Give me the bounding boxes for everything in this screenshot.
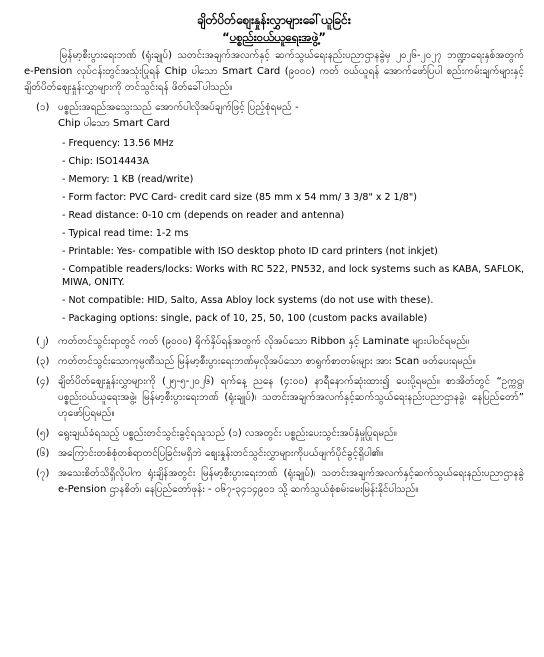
spec-memory: - Memory: 1 KB (read/write) bbox=[62, 174, 194, 185]
spec-packaging: - Packaging options: single, pack of 10, 25, 50, 100 (custom packs available) bbox=[62, 313, 428, 324]
subtitle-text: ပစ္စည်းဝယ်ယူရေးအဖွဲ့ bbox=[229, 30, 319, 44]
spec-read-distance: - Read distance: 0-10 cm (depends on reader and antenna) bbox=[62, 210, 345, 221]
item-text: ရွေးချယ်ခံရသည့် ပစ္စည်းတင်သွင်းခွင့်ရသူသည် (၁) လအတွင်း ပစ္စည်းပေးသွင်းအပ်နှံမှုပြုရမည်။ bbox=[58, 428, 397, 439]
spec-printable: - Printable: Yes- compatible with ISO desktop photo ID card printers (not inkjet) bbox=[62, 246, 438, 257]
item-text: အသေးစိတ်သိရှိလိုပါက ရုံးချိန်အတွင်း မြန်မာ့စီးပွားရေးဘဏ် (ရုံးချုပ်)၊ သတင်းအချက်အလက်နှင့်ဆက်သွယ်ရေးနည်းပညာဌာနခွဲ e-Pension ဌာနစိတ်၊ နေပြည်တော်ဖုန်း - ၀၆၇-၃၄၁၄၉၀၁ သို့ ဆက်သွယ်စုံစမ်းမေးမြန်းနိုင်ပါသည်။ bbox=[58, 468, 524, 495]
item-number: (၇) bbox=[36, 468, 50, 479]
spec-read-time: - Typical read time: 1-2 ms bbox=[62, 228, 189, 239]
item-number: (၅) bbox=[36, 428, 50, 439]
page-title: ချိတ်ပိတ်စျေးနှုန်းလွှာများခေါ်ယူခြင်း bbox=[197, 13, 351, 27]
spec-chip: - Chip: ISO14443A bbox=[62, 156, 150, 167]
spec-frequency: - Frequency: 13.56 MHz bbox=[62, 138, 174, 149]
item-text: အကြောင်းတစ်စုံတစ်ရာတင်ပြခြင်းမရှိဘဲ စျေးနှုန်းတင်သွင်းလွှာများကိုပယ်ဖျက်ပိုင်ခွင့်ရှိပါ၏။ bbox=[58, 448, 384, 459]
list-item-4 bbox=[24, 374, 524, 422]
list-item-2 bbox=[24, 334, 524, 350]
item-number: (၂) bbox=[36, 336, 49, 347]
page-subtitle bbox=[24, 28, 524, 46]
spec-form-factor: - Form factor: PVC Card- credit card size (85 mm x 54 mm/ 3 3/8" x 2 1/8") bbox=[62, 192, 417, 203]
list-item-6 bbox=[24, 446, 524, 462]
item-number: (၆) bbox=[36, 448, 50, 459]
item-number: (၁) bbox=[36, 102, 50, 113]
list-item-7 bbox=[24, 466, 524, 498]
item-text: ပစ္စည်းအရည်အသွေးသည် အောက်ပါလိုအပ်ချက်ဖြင့် ပြည့်စုံရမည် - bbox=[58, 102, 299, 113]
intro-paragraph: မြန်မာ့စီးပွားရေးဘဏ် (ရုံးချုပ်) သတင်းအချက်အလက်နှင့် ဆက်သွယ်ရေးနည်းပညာဌာနခွဲမှ ၂၀၂၆-၂၀၂၇ ဘဏ္ဍာရေးနှစ်အတွက် e-Pension လုပ်ငန်းတွင်အသုံးပြုရန် Chip ပါသော Smart Card (၉၀၀၀) ကတ် ဝယ်ယူရန် အောက်ဖော်ပြပါ စည်းကမ်းချက်များနှင့် ချိတ်ပိတ်စျေးနှုန်းလွှာများကို တင်သွင်းရန် ဖိတ်ခေါ်ပါသည်။ bbox=[24, 50, 524, 93]
spec-heading: Chip ပါသော Smart Card bbox=[58, 118, 170, 129]
list-item-3 bbox=[24, 354, 524, 370]
list-item-1 bbox=[24, 100, 524, 330]
subtitle-open-quote: “ bbox=[222, 30, 230, 44]
item-body bbox=[58, 100, 524, 330]
list-item-5 bbox=[24, 426, 524, 442]
item-text: ချိတ်ပိတ်စျေးနှုန်းလွှာများကို (၂၅-၅-၂၀၂၆) ရက်နေ့ ညနေ (၄:၀၀) နာရီနောက်ဆုံးထား၍ ပေးပို့ရမည်။ စာအိတ်တွင် “ဥက္ကဋ္ဌ၊ ပစ္စည်းဝယ်ယူရေးအဖွဲ့၊ မြန်မာ့စီးပွားရေးဘဏ် (ရုံးချုပ်)၊ သတင်းအချက်အလက်နှင့်ဆက်သွယ်ရေးနည်းပညာဌာနခွဲ၊ နေပြည်တော်” ဟုဖော်ပြရမည်။ bbox=[58, 376, 524, 419]
item-text: ကတ်တင်သွင်းရာတွင် ကတ် (၉၀၀၀) ရိုက်နှိပ်ရန်အတွက် လိုအပ်သော Ribbon နှင့် Laminate များပါဝင်ရမည်။ bbox=[58, 336, 470, 347]
item-text: ကတ်တင်သွင်းသောကုမ္ပဏီသည် မြန်မာ့စီးပွားရေးဘဏ်မှလိုအပ်သော စာရွက်စာတမ်းများ အား Scan ဖတ်ပေးရမည်။ bbox=[58, 356, 476, 367]
spec-list bbox=[58, 137, 524, 325]
item-number: (၄) bbox=[36, 376, 50, 387]
item-number: (၃) bbox=[36, 356, 50, 367]
subtitle-close-quote: ” bbox=[318, 30, 326, 44]
spec-not-compatible: - Not compatible: HID, Salto, Assa Abloy lock systems (do not use with these). bbox=[62, 295, 434, 306]
spec-compatible: - Compatible readers/locks: Works with RC 522, PN532, and lock systems such as KABA, SAFLOK, MIWA, ONITY. bbox=[62, 264, 524, 288]
